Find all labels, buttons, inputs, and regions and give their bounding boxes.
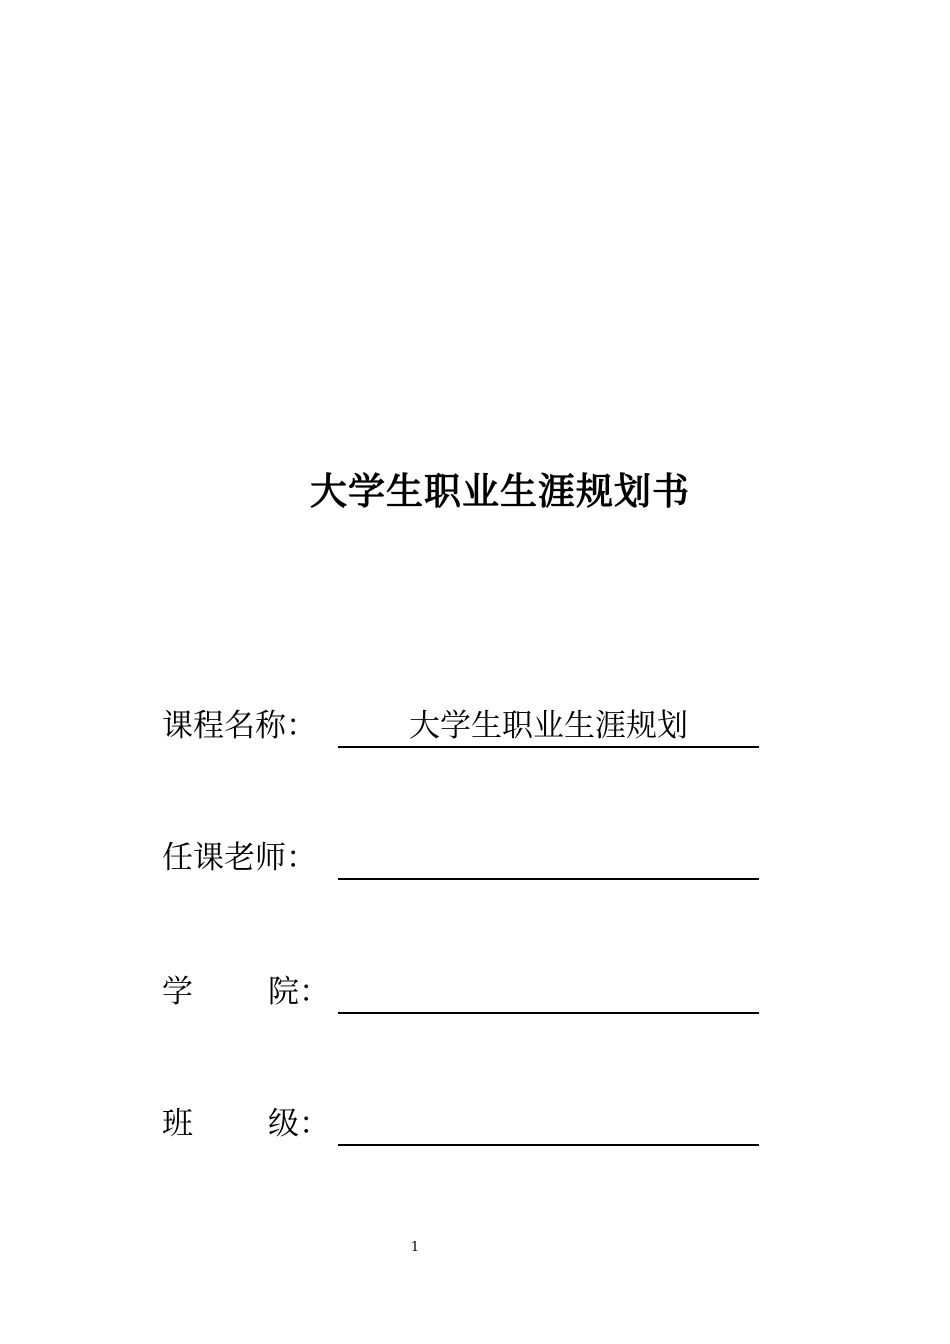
page-number: 1 [410, 1240, 420, 1255]
instructor-underline [338, 878, 759, 880]
college-underline [338, 1012, 759, 1014]
college-label-second: 院： [268, 974, 330, 1010]
course-name-label: 课程名称： [162, 708, 317, 744]
class-label-first: 班 [162, 1106, 193, 1142]
instructor-label: 任课老师： [162, 840, 317, 876]
course-name-value: 大学生职业生涯规划 [409, 708, 688, 744]
college-label-first: 学 [162, 974, 193, 1010]
class-underline [338, 1144, 759, 1146]
document-title: 大学生职业生涯规划书 [310, 470, 690, 513]
class-label-second: 级： [268, 1106, 330, 1142]
course-name-underline [338, 746, 759, 748]
